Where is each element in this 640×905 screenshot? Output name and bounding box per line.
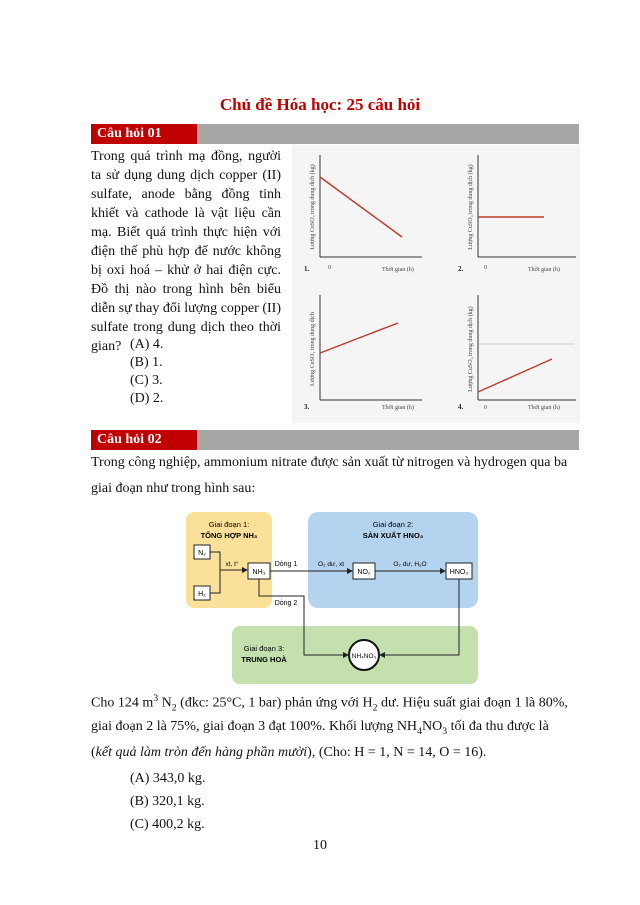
graph-3-ylabel: Lượng CuSO₄ trong dung dịch bbox=[310, 312, 316, 386]
page-title: Chủ đề Hóa học: 25 câu hỏi bbox=[219, 95, 421, 114]
question-body-line: Cho 124 $m^3$ $N_2$ (đkc: 25°C, 1 bar) phản ứng với $H_2$ dư. Hiệu suất giai đoạn 1 là 80%, bbox=[91, 693, 568, 714]
page-number: 10 bbox=[313, 838, 327, 853]
condition-label: xt, t° bbox=[225, 561, 239, 568]
graph-2-xlabel: Thời gian (h) bbox=[528, 267, 560, 273]
condition-label: O₂ dư, xt bbox=[317, 561, 345, 568]
graph-2-origin: 0 bbox=[484, 265, 487, 271]
graph-1-origin: 0 bbox=[328, 265, 331, 271]
graph-3-number: 3. bbox=[304, 403, 310, 411]
hno3-label: HNO₃ bbox=[449, 569, 469, 576]
process-diagram bbox=[186, 508, 480, 686]
graph-4-origin: 0 bbox=[484, 405, 487, 411]
stage2-name: SẢN XUẤT HNO₃ bbox=[362, 531, 424, 540]
graph-1-ylabel: Lượng CuSO₄ trong dung dịch (kg) bbox=[310, 164, 316, 250]
graph-3-xlabel: Thời gian (h) bbox=[382, 405, 414, 411]
graph-4-number: 4. bbox=[458, 403, 464, 411]
graph-1-number: 1. bbox=[304, 265, 310, 273]
answer-option-c: (C) 3. bbox=[130, 373, 163, 388]
stream1-label: Dòng 1 bbox=[274, 561, 298, 568]
graph-1-xlabel: Thời gian (h) bbox=[382, 267, 414, 273]
question-label: Câu hỏi 01 bbox=[91, 124, 197, 144]
answer-option-b: (B) 1. bbox=[130, 355, 163, 370]
graph-2-ylabel: Lượng CuSO₄ trong dung dịch (kg) bbox=[468, 164, 474, 250]
no2-label: NO₂ bbox=[357, 569, 371, 576]
question-body-line: giai đoạn 2 là 75%, giai đoạn 3 đạt 100%. Khối lượng $NH_4NO_3$ tối đa thu được là bbox=[91, 719, 549, 737]
condition-label: O₂ dư, H₂O bbox=[393, 561, 427, 568]
answer-option-c: (C) 400,2 kg. bbox=[130, 817, 205, 832]
stage3-name: TRUNG HOÀ bbox=[241, 655, 287, 664]
nh4no3-label: NH₄NO₃ bbox=[351, 653, 377, 660]
graph-2-number: 2. bbox=[458, 265, 464, 273]
question-body-line: (kết quả làm tròn đến hàng phần mười), (Cho: H = 1, N = 14, O = 16). bbox=[91, 745, 487, 760]
answer-option-b: (B) 320,1 kg. bbox=[130, 794, 205, 809]
stage3-title: Giai đoạn 3: bbox=[243, 644, 285, 653]
graph-panel bbox=[292, 145, 580, 423]
n2-label: N₂ bbox=[198, 550, 206, 557]
stage2-title: Giai đoạn 2: bbox=[372, 520, 414, 529]
nh3-label: NH₃ bbox=[252, 569, 266, 576]
question-intro-line: giai đoạn như trong hình sau: bbox=[91, 481, 256, 496]
answer-option-d: (D) 2. bbox=[130, 391, 164, 406]
question-text: Trong quá trình mạ đồng, người ta sử dụng dung dịch copper (II) sulfate, anode bằng đồng tinh khiết và cathode là vật liệu cần mạ. Biết quá trình thực hiện với điện thế phù hợp để nước không bị oxi hoá – khử ở hai điện cực. Đồ thị nào trong hình bên biểu diễn sự thay đổi lượng copper (II) sulfate trong dung dịch theo thời gian? bbox=[91, 149, 281, 354]
answer-option-a: (A) 343,0 kg. bbox=[130, 771, 206, 786]
stream2-label: Dòng 2 bbox=[274, 600, 298, 607]
graph-4-ylabel: Lượng CuSO₄ trong dung dịch (kg) bbox=[468, 306, 474, 392]
question-header-bar bbox=[91, 124, 579, 144]
question-header-bar bbox=[91, 430, 579, 450]
stage1-name: TỔNG HỢP NH₃ bbox=[200, 531, 258, 540]
answer-option-a: (A) 4. bbox=[130, 337, 164, 352]
question-label: Câu hỏi 02 bbox=[91, 430, 197, 450]
graph-4-xlabel: Thời gian (h) bbox=[528, 405, 560, 411]
question-intro-line: Trong công nghiệp, ammonium nitrate được sản xuất từ nitrogen và hydrogen qua ba bbox=[91, 455, 568, 470]
stage1-title: Giai đoạn 1: bbox=[208, 520, 250, 529]
h2-label: H₂ bbox=[198, 591, 206, 598]
